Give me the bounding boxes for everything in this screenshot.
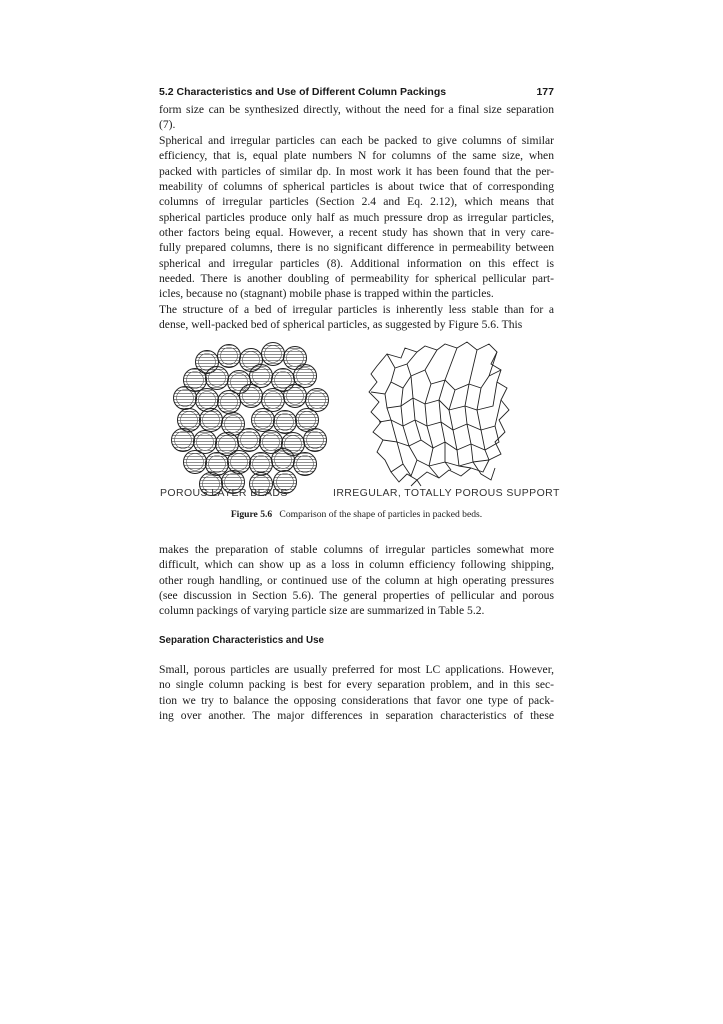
bead-particle: [200, 409, 223, 432]
text-line: spherical and irregular particles (8). Additional information on this effect is: [159, 256, 554, 270]
bead-particle: [178, 409, 201, 432]
bead-particle: [238, 429, 261, 452]
text-line: Small, porous particles are usually preferred for most LC applications. However,: [159, 663, 554, 676]
figure-caption-label: Figure 5.6: [230, 509, 273, 520]
bead-particle: [206, 367, 229, 390]
bead-particle: [274, 411, 297, 434]
paragraph-2: [159, 133, 554, 302]
text-line: spherical particles produce only half as much pressure drop as irregular particles,: [159, 210, 554, 224]
bead-particle: [252, 409, 275, 432]
text-line: ing over another. The major differences in separation characteristics of these: [159, 709, 554, 723]
text-line: other factors being equal. However, a recent study has shown that in very care-: [159, 226, 554, 240]
paragraph-4: [159, 542, 554, 619]
figure-caption-text: Comparison of the shape of particles in packed beds.: [279, 509, 483, 520]
section-heading: Separation Characteristics and Use: [159, 635, 324, 646]
text-line: packed with particles of similar dp. In most work it has been found that the per-: [159, 164, 554, 178]
bead-particle: [262, 343, 285, 366]
running-header: [159, 86, 554, 102]
text-line: tion we try to balance the opposing considerations that favor one type of pack-: [159, 693, 554, 707]
figure-5-6-illustration: [155, 336, 560, 496]
text-line: (see discussion in Section 5.6). The general properties of pellicular and porous: [159, 589, 554, 603]
text-line: no single column packing is best for every separation problem, and in this sec-: [159, 678, 554, 692]
paragraph-3: [159, 302, 554, 333]
irregular-particles-drawing: [369, 342, 509, 486]
bead-particle: [262, 389, 285, 412]
bead-particle: [194, 431, 217, 454]
bead-particle: [272, 449, 295, 472]
text-line: dense, well-packed bed of spherical particles, as suggested by Figure 5.6. This: [159, 318, 523, 332]
bead-particle: [228, 451, 251, 474]
bead-particle: [184, 451, 207, 474]
text-line: column packings of varying particle size are summarized in Table 5.2.: [159, 604, 485, 618]
text-line: form size can be synthesized directly, without the need for a final size separation: [159, 103, 554, 116]
text-line: makes the preparation of stable columns of irregular particles somewhat more: [159, 543, 554, 556]
text-line: columns of irregular particles (Section 2.4 and Eq. 2.12), which means that: [159, 195, 554, 209]
bead-particle: [304, 429, 327, 452]
running-head-title: 5.2 Characteristics and Use of Different Column Packings: [159, 86, 447, 98]
bead-particle: [218, 345, 241, 368]
text-line: fully prepared columns, there is no significant difference in permeability between: [159, 241, 554, 255]
text-line: efficiency, that is, equal plate numbers N for columns of the same size, when: [159, 149, 554, 163]
page-number: 177: [536, 86, 554, 98]
bead-particle: [306, 389, 329, 412]
bead-particle: [206, 453, 229, 476]
paragraph-1: [159, 102, 554, 133]
bead-particle: [294, 453, 317, 476]
text-line: needed. There is another doubling of permeability for spherical pellicular part-: [159, 272, 554, 286]
bead-particle: [172, 429, 195, 452]
text-line: icles, because no (stagnant) mobile phase is trapped within the particles.: [159, 287, 494, 301]
bead-particle: [250, 365, 273, 388]
bead-particle: [218, 391, 241, 414]
figure-caption: [159, 509, 554, 520]
bead-particle: [240, 385, 263, 408]
text-line: other rough handling, or continued use of the column at high operating pressures: [159, 573, 554, 587]
bead-particle: [284, 385, 307, 408]
text-line: meability of columns of spherical particles is about twice that of corresponding: [159, 180, 554, 194]
porous-layer-beads-drawing: [172, 343, 329, 496]
text-line: difficult, which can show up as a loss in column efficiency following shipping,: [159, 558, 554, 572]
figure-left-label: POROUS LAYER BEADS: [160, 487, 288, 499]
figure-right-label: IRREGULAR, TOTALLY POROUS SUPPORT: [333, 487, 560, 499]
text-line: Spherical and irregular particles can each be packed to give columns of similar: [159, 134, 554, 147]
bead-particle: [174, 387, 197, 410]
text-line: The structure of a bed of irregular particles is inherently less stable than for a: [159, 303, 554, 316]
text-line: (7).: [159, 118, 176, 132]
bead-particle: [294, 365, 317, 388]
bead-particle: [196, 389, 219, 412]
paragraph-5: [159, 662, 554, 723]
